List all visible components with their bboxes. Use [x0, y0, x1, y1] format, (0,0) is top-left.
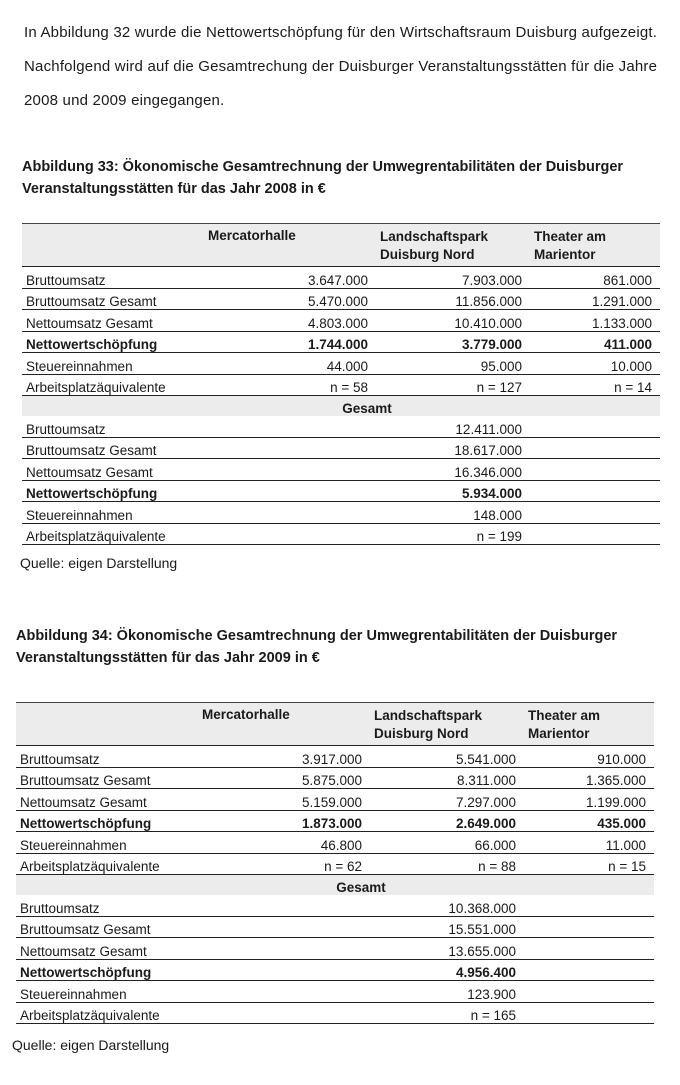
- value-cell: 1.873.000: [198, 810, 370, 832]
- value-cell: 3.779.000: [376, 331, 530, 353]
- value-cell: 3.647.000: [204, 267, 376, 289]
- value-cell: 8.311.000: [370, 767, 524, 789]
- row-label: Steuereinnahmen: [16, 981, 198, 1003]
- figure-33-caption: Abbildung 33: Ökonomische Gesamtrechnung der Umwegrentabilitäten der Duisburger Veranstaltungsstätten für das Jahr 2008 in €: [22, 159, 624, 197]
- total-header: Gesamt: [336, 880, 386, 895]
- total-row: [22, 416, 660, 437]
- value-cell: 861.000: [530, 267, 660, 289]
- table-row: [22, 267, 660, 289]
- total-value: 12.411.000: [376, 416, 530, 437]
- row-label: Bruttoumsatz: [22, 267, 204, 289]
- total-value: 123.900: [370, 981, 524, 1003]
- value-cell: 5.875.000: [198, 767, 370, 789]
- value-cell: 95.000: [376, 353, 530, 375]
- row-label: Arbeitsplatzäquivalente: [16, 853, 198, 875]
- header-landschaftspark: Landschaftspark Duisburg Nord: [376, 224, 530, 267]
- total-header-empty: [524, 875, 654, 896]
- row-label: Bruttoumsatz Gesamt: [22, 288, 204, 310]
- value-cell: n = 88: [370, 853, 524, 875]
- value-cell: 5.541.000: [370, 746, 524, 768]
- value-cell: 1.291.000: [530, 288, 660, 310]
- total-value: n = 165: [370, 1002, 524, 1024]
- row-label: Nettowertschöpfung: [16, 810, 198, 832]
- total-row: [16, 1002, 654, 1024]
- value-cell: 66.000: [370, 832, 524, 854]
- figure-34-table: [16, 702, 654, 1024]
- table-row: [22, 288, 660, 310]
- row-label: Nettowertschöpfung: [22, 480, 204, 502]
- total-value: 10.368.000: [370, 895, 524, 916]
- total-value: 4.956.400: [370, 959, 524, 981]
- value-cell: 46.800: [198, 832, 370, 854]
- total-header-empty: [16, 875, 198, 896]
- header-theater: Theater am Marientor: [530, 224, 660, 267]
- value-cell: 11.000: [524, 832, 654, 854]
- table-row: [16, 789, 654, 811]
- table-row: [16, 832, 654, 854]
- total-header-empty: [530, 396, 660, 417]
- total-row: [22, 459, 660, 481]
- value-cell: 7.297.000: [370, 789, 524, 811]
- row-label: Nettowertschöpfung: [22, 331, 204, 353]
- total-value: 15.551.000: [370, 916, 524, 938]
- total-row: [22, 480, 660, 502]
- row-label: Nettowertschöpfung: [16, 959, 198, 981]
- value-cell: 11.856.000: [376, 288, 530, 310]
- figure-33-source: Quelle: eigen Darstellung: [20, 555, 178, 571]
- table-row: [22, 374, 660, 396]
- row-label: Steuereinnahmen: [22, 502, 204, 524]
- total-row: [22, 523, 660, 545]
- total-value: n = 199: [376, 523, 530, 545]
- row-label: Arbeitsplatzäquivalente: [22, 374, 204, 396]
- total-row: [16, 981, 654, 1003]
- total-row: [22, 437, 660, 459]
- row-label: Bruttoumsatz Gesamt: [22, 437, 204, 459]
- value-cell: n = 14: [530, 374, 660, 396]
- header-theater: Theater am Marientor: [524, 703, 654, 746]
- total-value: 18.617.000: [376, 437, 530, 459]
- row-label: Bruttoumsatz: [22, 416, 204, 437]
- table-row: [16, 853, 654, 875]
- row-label: Bruttoumsatz Gesamt: [16, 916, 198, 938]
- figure-34-source: Quelle: eigen Darstellung: [12, 1037, 170, 1053]
- total-value: 13.655.000: [370, 938, 524, 960]
- header-landschaftspark: Landschaftspark Duisburg Nord: [370, 703, 524, 746]
- row-label: Nettoumsatz Gesamt: [22, 459, 204, 481]
- header-empty: [22, 224, 204, 267]
- value-cell: n = 127: [376, 374, 530, 396]
- total-row: [22, 502, 660, 524]
- figure-34-caption: Abbildung 34: Ökonomische Gesamtrechnung der Umwegrentabilitäten der Duisburger Veranstaltungsstätten für das Jahr 2009 in €: [16, 628, 618, 666]
- total-header-empty: [22, 396, 204, 417]
- total-value: 5.934.000: [376, 480, 530, 502]
- table-row: [16, 746, 654, 768]
- table-row: [22, 310, 660, 332]
- table-header-row: [16, 703, 654, 746]
- value-cell: n = 15: [524, 853, 654, 875]
- total-header-row: [22, 396, 660, 417]
- row-label: Nettoumsatz Gesamt: [16, 938, 198, 960]
- value-cell: 411.000: [530, 331, 660, 353]
- value-cell: n = 58: [204, 374, 376, 396]
- table-row: [16, 767, 654, 789]
- total-row: [16, 938, 654, 960]
- row-label: Nettoumsatz Gesamt: [16, 789, 198, 811]
- total-value: 148.000: [376, 502, 530, 524]
- row-label: Steuereinnahmen: [22, 353, 204, 375]
- header-mercatorhalle: Mercatorhalle: [204, 224, 376, 267]
- row-label: Nettoumsatz Gesamt: [22, 310, 204, 332]
- value-cell: n = 62: [198, 853, 370, 875]
- table-row: [22, 353, 660, 375]
- value-cell: 7.903.000: [376, 267, 530, 289]
- total-row: [16, 959, 654, 981]
- total-header-row: [16, 875, 654, 896]
- row-label: Steuereinnahmen: [16, 832, 198, 854]
- total-value: 16.346.000: [376, 459, 530, 481]
- row-label: Arbeitsplatzäquivalente: [22, 523, 204, 545]
- header-empty: [16, 703, 198, 746]
- total-row: [16, 916, 654, 938]
- row-label: Bruttoumsatz: [16, 746, 198, 768]
- value-cell: 1.133.000: [530, 310, 660, 332]
- value-cell: 435.000: [524, 810, 654, 832]
- row-label: Arbeitsplatzäquivalente: [16, 1002, 198, 1024]
- row-label: Bruttoumsatz: [16, 895, 198, 916]
- value-cell: 5.470.000: [204, 288, 376, 310]
- total-header: Gesamt: [342, 401, 392, 416]
- header-mercatorhalle: Mercatorhalle: [198, 703, 370, 746]
- value-cell: 910.000: [524, 746, 654, 768]
- value-cell: 44.000: [204, 353, 376, 375]
- value-cell: 10.410.000: [376, 310, 530, 332]
- value-cell: 1.744.000: [204, 331, 376, 353]
- value-cell: 1.365.000: [524, 767, 654, 789]
- value-cell: 10.000: [530, 353, 660, 375]
- value-cell: 2.649.000: [370, 810, 524, 832]
- value-cell: 5.159.000: [198, 789, 370, 811]
- table-row: [16, 810, 654, 832]
- row-label: Bruttoumsatz Gesamt: [16, 767, 198, 789]
- intro-paragraph: In Abbildung 32 wurde die Nettowertschöpfung für den Wirtschaftsraum Duisburg aufgezeigt. Nachfolgend wird auf die Gesamtrechung der Duisburger Veranstaltungsstätten für die Jahre 2008 und 2009 eingegangen.: [24, 24, 658, 109]
- figure-33-table: [22, 223, 660, 545]
- table-row: [22, 331, 660, 353]
- total-row: [16, 895, 654, 916]
- value-cell: 3.917.000: [198, 746, 370, 768]
- value-cell: 1.199.000: [524, 789, 654, 811]
- value-cell: 4.803.000: [204, 310, 376, 332]
- table-header-row: [22, 224, 660, 267]
